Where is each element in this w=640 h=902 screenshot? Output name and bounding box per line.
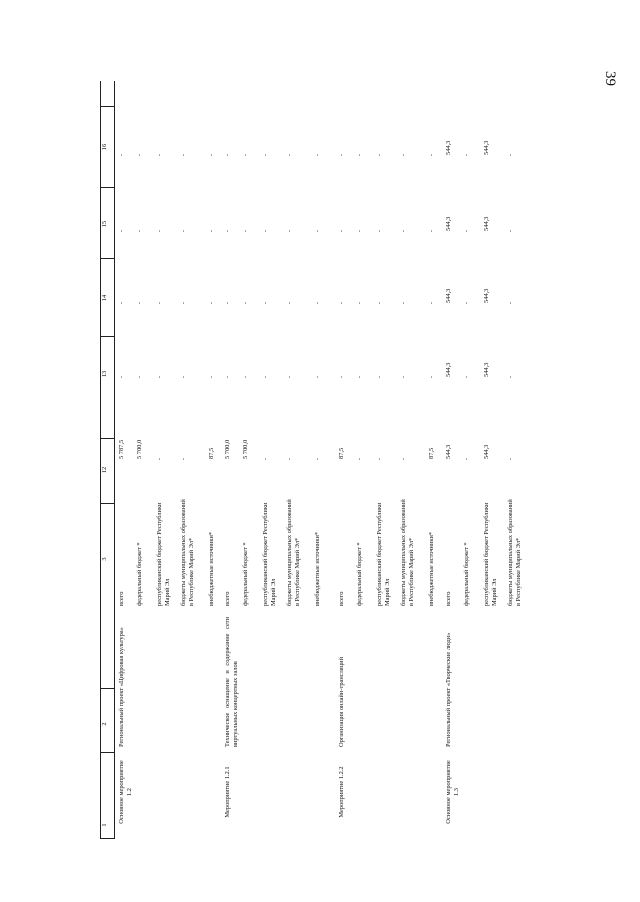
value-cell: - xyxy=(428,229,435,233)
value-cell: - xyxy=(136,301,143,305)
column-header: 16 xyxy=(101,143,108,151)
column-header: 1 xyxy=(101,823,108,827)
value-cell: 544,3 xyxy=(445,140,452,155)
budget-table xyxy=(100,81,540,839)
value-cell: - xyxy=(242,229,249,233)
value-cell: - xyxy=(118,375,125,379)
value-cell: - xyxy=(136,153,143,157)
value-cell: - xyxy=(463,301,470,305)
value-cell: 544,3 xyxy=(445,362,452,377)
value-cell: - xyxy=(180,229,187,233)
value-cell: 5 787,5 xyxy=(118,439,125,459)
header-column-divider xyxy=(100,503,114,504)
value-cell: - xyxy=(136,375,143,379)
value-cell: - xyxy=(507,229,514,233)
value-cell: 544,3 xyxy=(483,362,490,377)
header-column-divider xyxy=(100,258,114,259)
value-cell: - xyxy=(262,375,269,379)
value-cell: - xyxy=(314,375,321,379)
value-cell: - xyxy=(507,375,514,379)
value-cell: - xyxy=(136,229,143,233)
value-cell: - xyxy=(356,229,363,233)
value-cell: - xyxy=(507,153,514,157)
funding-source-label: всего xyxy=(118,591,125,606)
funding-source-label: бюджеты муниципальных образований в Республике Марий Эл* xyxy=(180,499,195,606)
value-cell: - xyxy=(400,301,407,305)
header-column-divider xyxy=(100,106,114,107)
value-cell: - xyxy=(376,301,383,305)
value-cell: - xyxy=(507,301,514,305)
value-cell: - xyxy=(208,301,215,305)
value-cell: 544,3 xyxy=(483,288,490,303)
value-cell: - xyxy=(224,301,231,305)
funding-source-label: республиканский бюджет Республики Марий Эл xyxy=(376,502,391,606)
value-cell: 87,5 xyxy=(208,447,215,459)
funding-source-label: федеральный бюджет * xyxy=(463,542,470,606)
value-cell: - xyxy=(180,301,187,305)
value-cell: - xyxy=(338,229,345,233)
value-cell: - xyxy=(242,375,249,379)
row-code: Основное мероприятие 1.3 xyxy=(445,760,460,824)
value-cell: - xyxy=(507,457,514,461)
funding-source-label: федеральный бюджет * xyxy=(356,542,363,606)
value-cell: - xyxy=(356,457,363,461)
value-cell: - xyxy=(463,153,470,157)
value-cell: - xyxy=(286,301,293,305)
row-code: Мероприятие 1.2.2 xyxy=(338,766,345,818)
value-cell: - xyxy=(376,153,383,157)
value-cell: 87,5 xyxy=(428,447,435,459)
value-cell: - xyxy=(286,229,293,233)
funding-source-label: бюджеты муниципальных образований в Республике Марий Эл* xyxy=(507,499,522,606)
funding-source-label: федеральный бюджет * xyxy=(242,542,249,606)
funding-source-label: всего xyxy=(338,591,345,606)
value-cell: 5 700,0 xyxy=(136,439,143,459)
value-cell: - xyxy=(463,375,470,379)
value-cell: - xyxy=(156,301,163,305)
value-cell: 544,3 xyxy=(483,140,490,155)
value-cell: - xyxy=(338,375,345,379)
value-cell: - xyxy=(286,375,293,379)
value-cell: - xyxy=(224,375,231,379)
column-header: 13 xyxy=(101,370,108,378)
value-cell: - xyxy=(356,375,363,379)
column-header: 14 xyxy=(101,294,108,302)
value-cell: - xyxy=(156,153,163,157)
funding-source-label: республиканский бюджет Республики Марий Эл xyxy=(483,502,498,606)
value-cell: 5 700,0 xyxy=(242,439,249,459)
column-header: 12 xyxy=(101,466,108,474)
value-cell: - xyxy=(376,375,383,379)
value-cell: - xyxy=(156,457,163,461)
funding-source-label: внебюджетные источники* xyxy=(314,531,321,606)
value-cell: - xyxy=(356,153,363,157)
value-cell: - xyxy=(262,229,269,233)
column-header: 3 xyxy=(101,557,108,561)
value-cell: - xyxy=(118,301,125,305)
header-bottom-border xyxy=(114,81,115,839)
funding-source-label: всего xyxy=(445,591,452,606)
value-cell: 544,3 xyxy=(445,216,452,231)
value-cell: - xyxy=(356,301,363,305)
value-cell: - xyxy=(400,229,407,233)
value-cell: - xyxy=(400,153,407,157)
value-cell: - xyxy=(262,301,269,305)
value-cell: - xyxy=(376,229,383,233)
value-cell: - xyxy=(180,153,187,157)
value-cell: - xyxy=(428,375,435,379)
funding-source-label: внебюджетные источники* xyxy=(208,531,215,606)
value-cell: 544,3 xyxy=(445,444,452,459)
value-cell: - xyxy=(242,301,249,305)
value-cell: - xyxy=(338,301,345,305)
page-number: 39 xyxy=(602,71,618,86)
value-cell: 544,3 xyxy=(445,288,452,303)
value-cell: - xyxy=(156,229,163,233)
value-cell: 544,3 xyxy=(483,216,490,231)
value-cell: - xyxy=(224,153,231,157)
value-cell: - xyxy=(314,457,321,461)
value-cell: - xyxy=(463,229,470,233)
column-header: 15 xyxy=(101,220,108,228)
row-title: Региональный проект «Творческие люди» xyxy=(445,632,452,747)
funding-source-label: бюджеты муниципальных образований в Республике Марий Эл* xyxy=(400,499,415,606)
funding-source-label: республиканский бюджет Республики Марий Эл xyxy=(156,502,171,606)
value-cell: - xyxy=(180,375,187,379)
value-cell: - xyxy=(463,457,470,461)
value-cell: - xyxy=(208,153,215,157)
funding-source-label: внебюджетные источники* xyxy=(428,531,435,606)
value-cell: - xyxy=(314,301,321,305)
value-cell: - xyxy=(286,153,293,157)
value-cell: - xyxy=(338,153,345,157)
value-cell: - xyxy=(314,229,321,233)
header-column-divider xyxy=(100,688,114,689)
value-cell: - xyxy=(428,153,435,157)
column-header: 2 xyxy=(101,722,108,726)
header-column-divider xyxy=(100,752,114,753)
value-cell: - xyxy=(242,153,249,157)
value-cell: - xyxy=(180,457,187,461)
row-code: Основное мероприятие 1.2 xyxy=(118,760,133,824)
row-code: Мероприятие 1.2.1 xyxy=(224,766,231,818)
value-cell: - xyxy=(262,457,269,461)
value-cell: - xyxy=(314,153,321,157)
value-cell: - xyxy=(208,229,215,233)
value-cell: - xyxy=(262,153,269,157)
value-cell: - xyxy=(208,375,215,379)
funding-source-label: федеральный бюджет * xyxy=(136,542,143,606)
value-cell: 5 700,0 xyxy=(224,439,231,459)
value-cell: 544,3 xyxy=(483,444,490,459)
value-cell: 87,5 xyxy=(338,447,345,459)
value-cell: - xyxy=(400,375,407,379)
funding-source-label: бюджеты муниципальных образований в Республике Марий Эл* xyxy=(286,499,301,606)
value-cell: - xyxy=(156,375,163,379)
row-title: Техническое оснащение и содержание сети виртуальных концертных залов xyxy=(224,617,239,747)
funding-source-label: всего xyxy=(224,591,231,606)
value-cell: - xyxy=(400,457,407,461)
value-cell: - xyxy=(376,457,383,461)
value-cell: - xyxy=(118,153,125,157)
value-cell: - xyxy=(224,229,231,233)
header-column-divider xyxy=(100,438,114,439)
header-column-divider xyxy=(100,336,114,337)
value-cell: - xyxy=(118,229,125,233)
header-column-divider xyxy=(100,187,114,188)
value-cell: - xyxy=(428,301,435,305)
row-title: Организация онлайн-трансляций xyxy=(338,656,345,747)
funding-source-label: республиканский бюджет Республики Марий Эл xyxy=(262,502,277,606)
row-title: Региональный проект «Цифровая культура» xyxy=(118,627,125,747)
value-cell: - xyxy=(286,457,293,461)
